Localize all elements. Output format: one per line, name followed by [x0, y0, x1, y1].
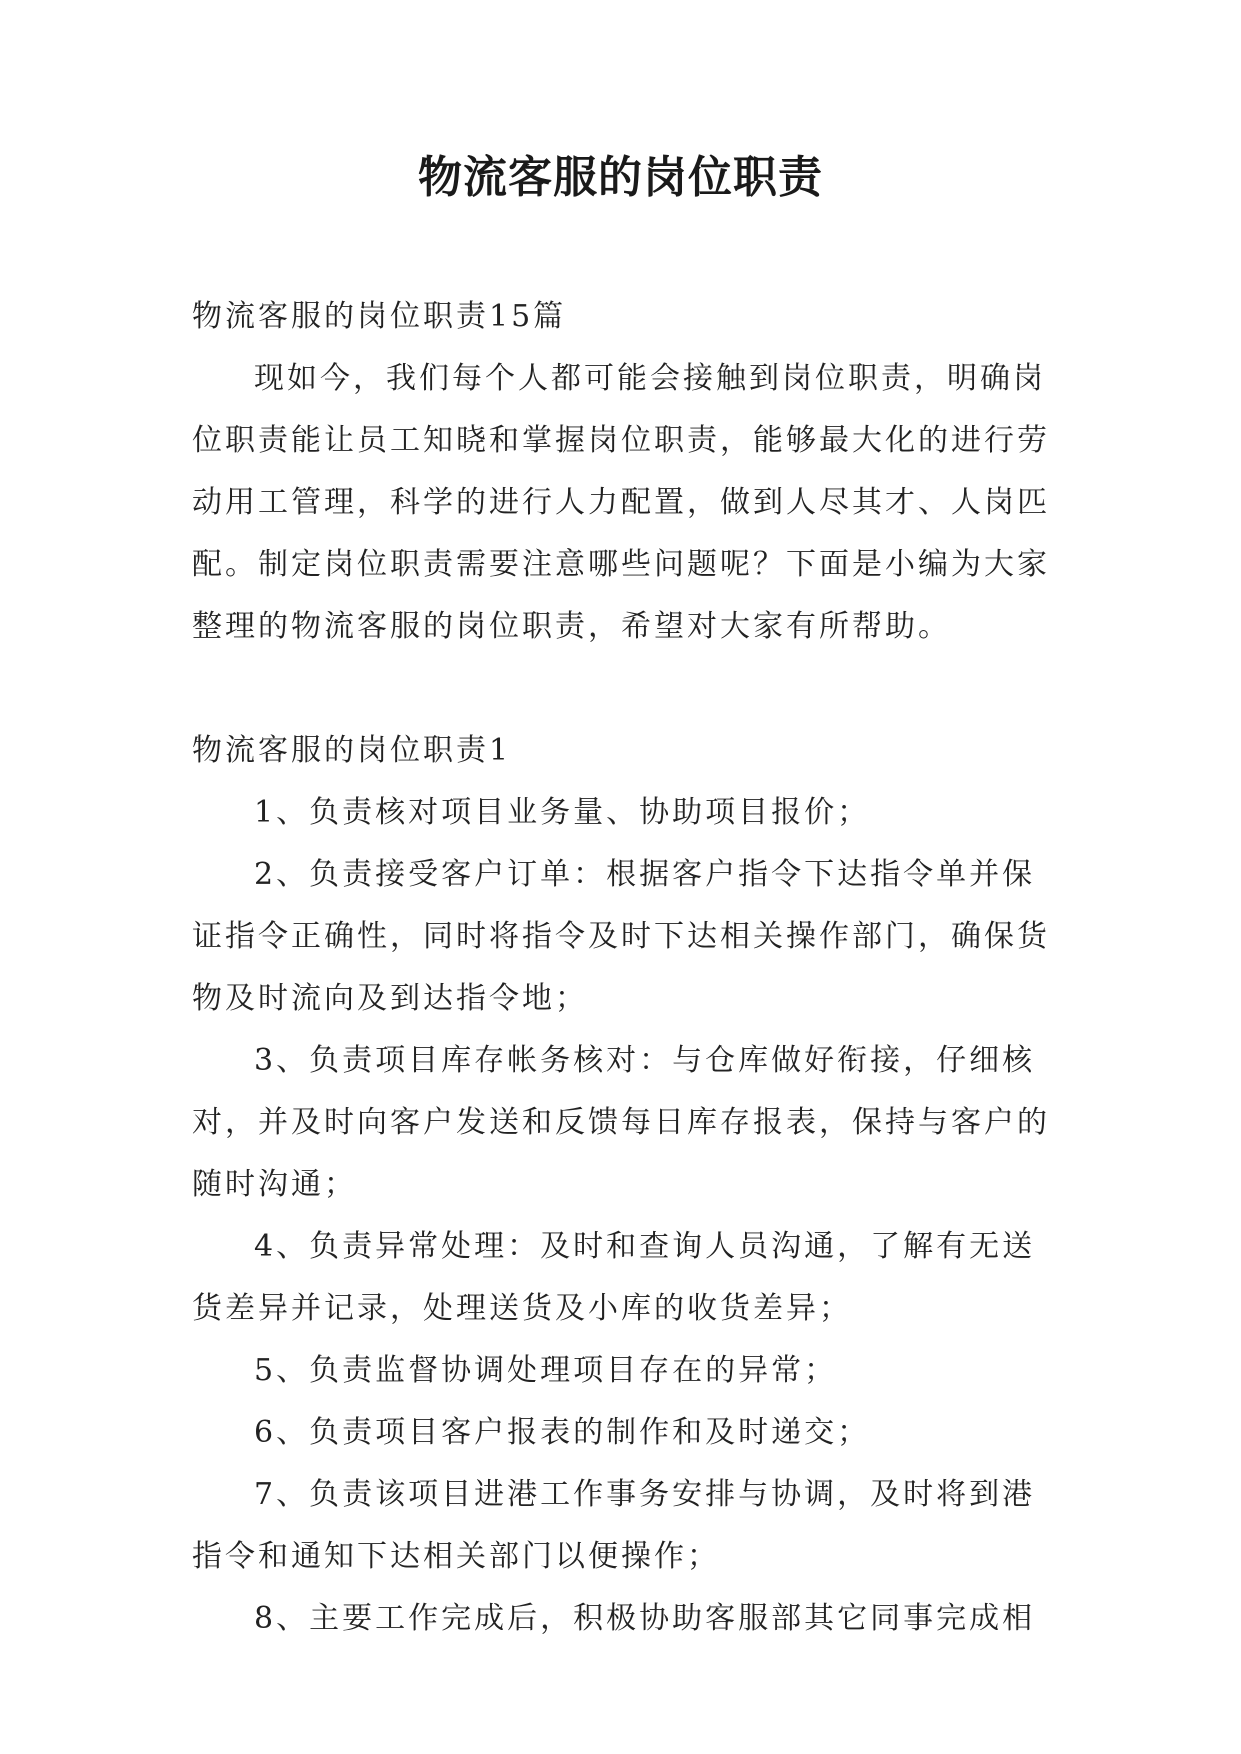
duty-item-5: 5、负责监督协调处理项目存在的异常；: [254, 1353, 838, 1388]
document-title: 物流客服的岗位职责: [418, 152, 823, 203]
duty-item-8: 8、主要工作完成后，积极协助客服部其它同事完成相: [254, 1601, 1036, 1636]
duty-item-3: 3、负责项目库存帐务核对：与仓库做好衔接，仔细核对，并及时向客户发送和反馈每日库存报表，保持与客户的随时沟通；: [192, 1043, 1050, 1202]
paragraph-spacer: [192, 658, 1054, 720]
section-heading: 物流客服的岗位职责1: [192, 733, 512, 768]
duty-item-4: 4、负责异常处理：及时和查询人员沟通，了解有无送货差异并记录，处理送货及小库的收货差异；: [192, 1229, 1036, 1326]
duty-item-2: 2、负责接受客户订单：根据客户指令下达指令单并保证指令正确性，同时将指令及时下达相关操作部门，确保货物及时流向及到达指令地；: [192, 857, 1050, 1016]
duty-item-1: 1、负责核对项目业务量、协助项目报价；: [254, 795, 871, 830]
duty-item-6: 6、负责项目客户报表的制作和及时递交；: [254, 1415, 871, 1450]
document-body: [192, 286, 1054, 1650]
intro-paragraph: 现如今，我们每个人都可能会接触到岗位职责，明确岗位职责能让员工知晓和掌握岗位职责，能够最大化的进行劳动用工管理，科学的进行人力配置，做到人尽其才、人岗匹配。制定岗位职责需要注意哪些问题呢？下面是小编为大家整理的物流客服的岗位职责，希望对大家有所帮助。: [192, 361, 1050, 644]
duty-item-7: 7、负责该项目进港工作事务安排与协调，及时将到港指令和通知下达相关部门以便操作；: [192, 1477, 1036, 1574]
document-subtitle: 物流客服的岗位职责15篇: [192, 299, 567, 334]
